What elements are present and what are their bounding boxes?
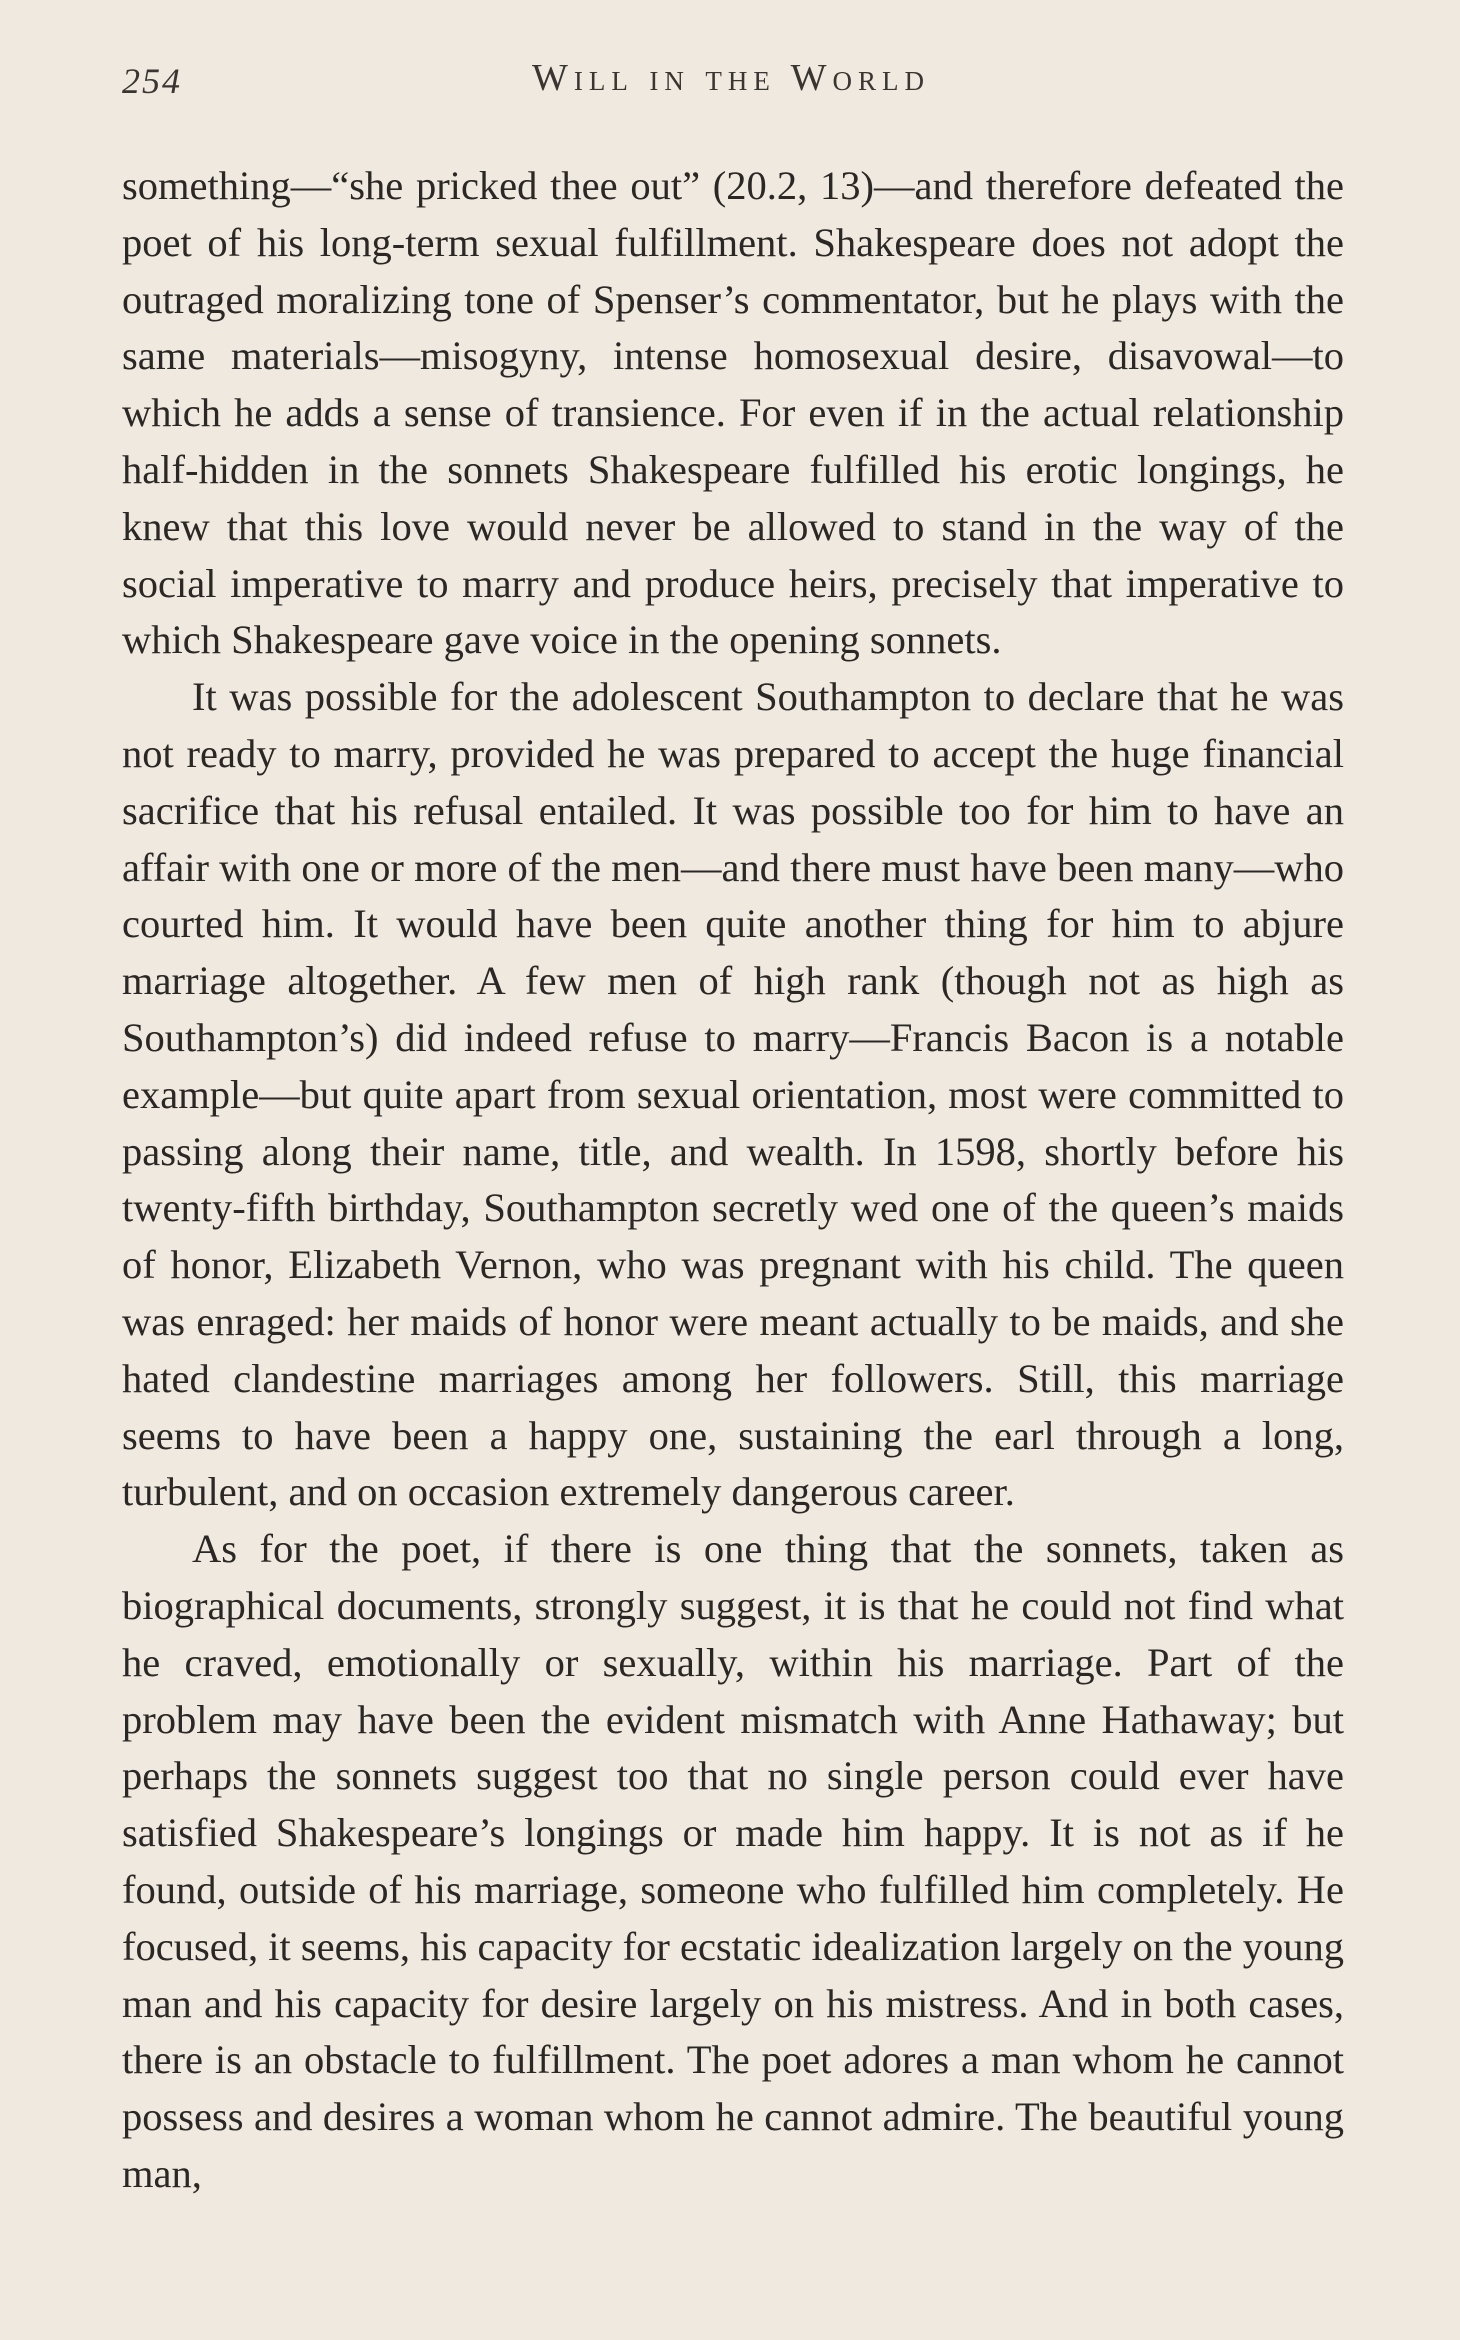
paragraph-southampton: It was possible for the adolescent Southampton to declare that he was not ready to marry, provided he was prepared to accept the huge financial sacrifice that his refusal entailed. It was possible too for him to have an affair with one or more of the men—and there must have been many—who courted him. It would have been quite another thing for him to abjure marriage altogether. A few men of high rank (though not as high as Southampton’s) did indeed refuse to marry—Francis Bacon is a notable example—but quite apart from sexual orientation, most were committed to passing along their name, title, and wealth. In 1598, shortly before his twenty-fifth birthday, Southampton secretly wed one of the queen’s maids of honor, Elizabeth Vernon, who was pregnant with his child. The queen was enraged: her maids of honor were meant actually to be maids, and she hated clandestine marriages among her followers. Still, this marriage seems to have been a happy one, sustaining the earl through a long, turbulent, and on occasion extremely dangerous career. [122, 674, 1344, 1515]
running-head [122, 52, 1340, 112]
paragraph-poet: As for the poet, if there is one thing that the sonnets, taken as biographical documents, strongly suggest, it is that he could not find what he craved, emotionally or sexually, within his marriage. Part of the problem may have been the evident mismatch with Anne Hathaway; but perhaps the sonnets suggest too that no single person could ever have satisfied Shakespeare’s longings or made him happy. It is not as if he found, outside of his marriage, someone who fulfilled him completely. He focused, it seems, his capacity for ecstatic idealization largely on the young man and his capacity for desire largely on his mistress. And in both cases, there is an obstacle to fulfillment. The poet adores a man whom he cannot possess and desires a woman whom he cannot admire. The beautiful young man, [122, 1526, 1344, 2196]
book-title: Will in the World [532, 57, 930, 99]
body-text [122, 158, 1344, 2203]
page-number: 254 [122, 61, 182, 101]
paragraph-continued: something—“she pricked thee out” (20.2, 13)—and therefore defeated the poet of his long-term sexual fulfillment. Shakespeare does not adopt the outraged moralizing tone of Spenser’s commentator, but he plays with the same materials—misogyny, intense homosexual desire, disavowal—to which he adds a sense of transience. For even if in the actual relationship half-hidden in the sonnets Shakespeare fulfilled his erotic longings, he knew that this love would never be allowed to stand in the way of the social imperative to marry and produce heirs, precisely that imperative to which Shakespeare gave voice in the opening sonnets. [122, 163, 1344, 663]
